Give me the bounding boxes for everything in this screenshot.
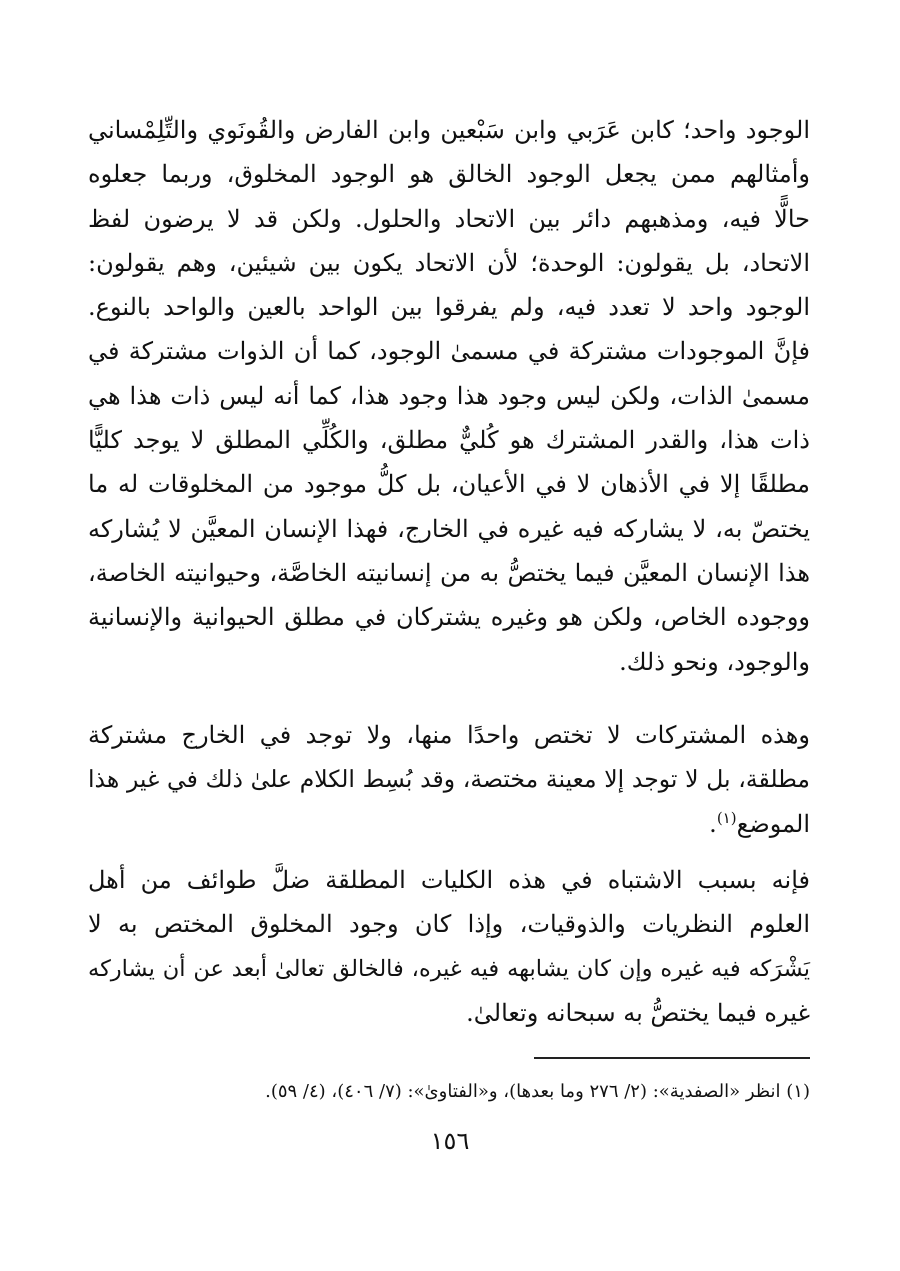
text-line: مطلقة، بل لا توجد إلا معينة مختصة، وقد بُسِط الكلام علىٰ ذلك في غير هذا bbox=[88, 765, 810, 794]
footnote-divider bbox=[534, 1057, 810, 1059]
text-line: وأمثالهم ممن يجعل الوجود الخالق هو الوجود المخلوق، وربما جعلوه bbox=[88, 160, 810, 189]
text-line: ذات هذا، والقدر المشترك هو كُليٌّ مطلق، والكُلِّي المطلق لا يوجد كليًّا bbox=[88, 426, 810, 455]
text-line: يختصّ به، لا يشاركه فيه غيره في الخارج، فهذا الإنسان المعيَّن لا يُشاركه bbox=[88, 514, 810, 543]
paragraph-2 bbox=[88, 713, 810, 846]
footnote: (١) انظر «الصفدية»: (٢/ ٢٧٦ وما بعدها)، و«الفتاوىٰ»: (٧/ ٤٠٦)، (٤/ ٥٩). bbox=[265, 1081, 810, 1102]
text-line: حالًّا فيه، ومذهبهم دائر بين الاتحاد والحلول. ولكن قد لا يرضون لفظ bbox=[88, 204, 810, 233]
paragraph-3 bbox=[88, 858, 810, 1035]
text-line: والوجود، ونحو ذلك. bbox=[619, 647, 810, 676]
page-number: ١٥٦ bbox=[430, 1127, 470, 1155]
text-line: فإنَّ الموجودات مشتركة في مسمىٰ الوجود، كما أن الذوات مشتركة في bbox=[88, 337, 811, 366]
text-line: الموضع bbox=[736, 809, 810, 838]
text-line-with-footnote bbox=[88, 802, 810, 846]
paragraph-1 bbox=[88, 108, 810, 684]
text-line: فإنه بسبب الاشتباه في هذه الكليات المطلقة ضلَّ طوائف من أهل bbox=[88, 866, 810, 894]
text-line: الوجود واحد؛ كابن عَرَبي وابن سَبْعين وابن الفارض والقُونَوي والتِّلِمْساني bbox=[88, 116, 810, 144]
text-line: وهذه المشتركات لا تختص واحدًا منها، ولا توجد في الخارج مشتركة bbox=[88, 721, 810, 749]
text-line: يَشْرَكه فيه غيره وإن كان يشابهه فيه غيره، فالخالق تعالىٰ أبعد عن أن يشاركه bbox=[88, 955, 810, 982]
text-line: الاتحاد، بل يقولون: الوحدة؛ لأن الاتحاد يكون بين شيئين، وهم يقولون: bbox=[88, 248, 810, 277]
sentence-end: . bbox=[709, 809, 717, 838]
text-line: هذا الإنسان المعيَّن فيما يختصُّ به من إنسانيته الخاصَّة، وحيوانيته الخاصة، bbox=[88, 558, 810, 587]
text-line: غيره فيما يختصُّ به سبحانه وتعالىٰ. bbox=[466, 998, 810, 1027]
text-line: مطلقًا إلا في الأذهان لا في الأعيان، بل كلُّ موجود من المخلوقات له ما bbox=[88, 470, 810, 499]
text-line: ووجوده الخاص، ولكن هو وغيره يشتركان في مطلق الحيوانية والإنسانية bbox=[88, 603, 810, 632]
footnote-reference[interactable]: (١) bbox=[716, 808, 737, 827]
text-line: مسمىٰ الذات، ولكن ليس وجود هذا وجود هذا، كما أنه ليس ذات هذا هي bbox=[88, 381, 810, 410]
text-line: العلوم النظريات والذوقيات، وإذا كان وجود المخلوق المختص به لا bbox=[88, 910, 810, 939]
text-line: الوجود واحد لا تعدد فيه، ولم يفرقوا بين الواحد بالعين والواحد بالنوع. bbox=[88, 293, 810, 322]
